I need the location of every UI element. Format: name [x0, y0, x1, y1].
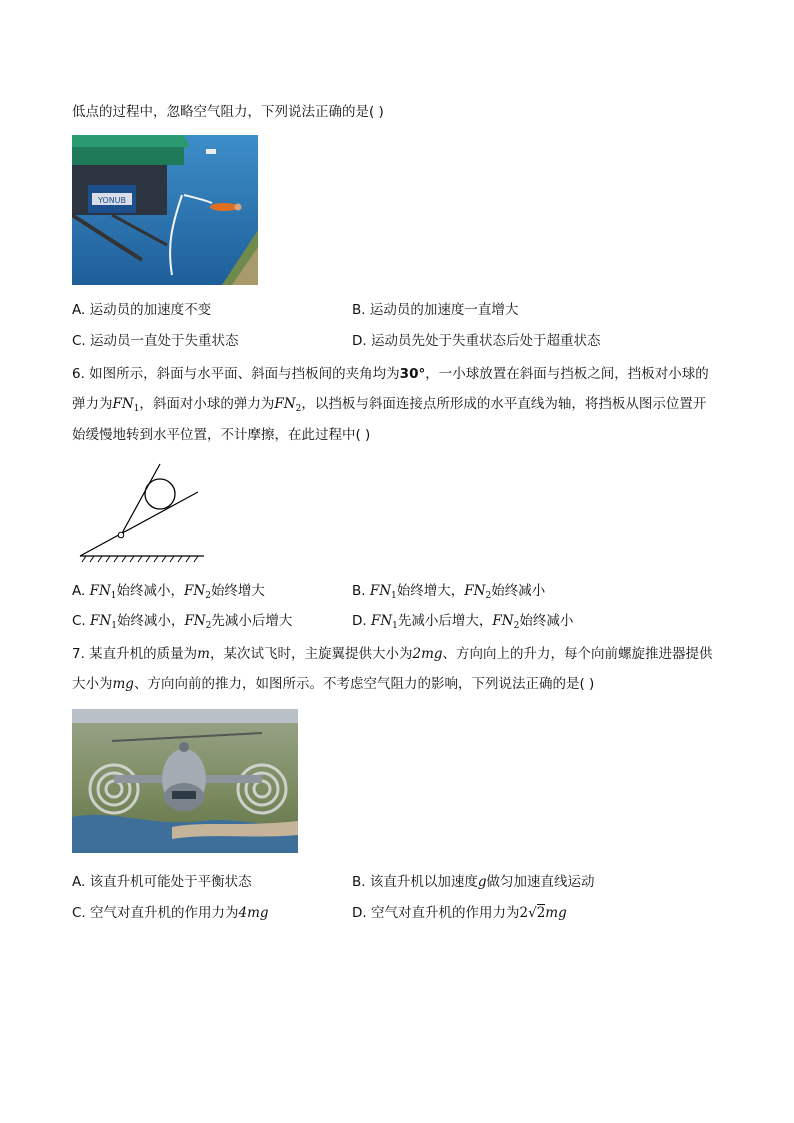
q7-option-c: C. 空气对直升机的作用力为4mg: [72, 905, 269, 921]
q5-option-d: D. 运动员先处于失重状态后处于超重状态: [352, 333, 601, 349]
q6-option-c: C. $FN_1$始终减小，$FN_2$先减小后增大: [72, 613, 293, 631]
q5-option-b: B. 运动员的加速度一直增大: [352, 302, 519, 318]
q6-stem-line3: 始缓慢地转到水平位置，不计摩擦，在此过程中( ): [72, 427, 371, 443]
q5-option-c: C. 运动员一直处于失重状态: [72, 333, 239, 349]
q7-option-d: D. 空气对直升机的作用力为2√2mg: [352, 905, 567, 921]
pivot-point: [118, 532, 124, 538]
q7-stem-line2: 大小为mg、方向向前的推力，如图所示。不考虑空气阻力的影响，下列说法正确的是( ): [72, 676, 595, 692]
q7-stem-line1: 7. 某直升机的质量为m，某次试飞时，主旋翼提供大小为2mg、方向向上的升力，每个向前螺旋推进器提供: [72, 646, 713, 662]
bungee-jump-photo: [72, 135, 258, 285]
q7-option-a: A. 该直升机可能处于平衡状态: [72, 874, 252, 890]
q6-option-d: D. $FN_1$先减小后增大，$FN_2$始终减小: [352, 613, 574, 631]
ground-hatching: [82, 556, 198, 562]
sqrt-symbol: √: [528, 905, 537, 921]
incline-ball-diagram: [76, 460, 206, 570]
q7-option-b: B. 该直升机以加速度g做匀加速直线运动: [352, 874, 595, 890]
q6-option-b: B. $FN_1$始终增大，$FN_2$始终减小: [352, 583, 546, 601]
ball: [145, 479, 175, 509]
q5-stem-tail: 低点的过程中，忽略空气阻力，下列说法正确的是( ): [72, 104, 384, 120]
q6-option-a: A. $FN_1$始终减小，$FN_2$始终增大: [72, 583, 265, 601]
baffle-line: [121, 464, 160, 535]
sign-text: YONUB: [97, 196, 127, 205]
q6-stem-line2: 弹力为$FN_1$，斜面对小球的弹力为$FN_2$，以挡板与斜面连接点所形成的水平直线为轴，将挡板从图示位置开: [72, 396, 707, 414]
q5-option-a: A. 运动员的加速度不变: [72, 302, 212, 318]
helicopter-photo: [72, 709, 298, 853]
q6-stem-line1: 6. 如图所示，斜面与水平面、斜面与挡板间的夹角均为30°，一小球放置在斜面与挡板之间，挡板对小球的: [72, 366, 709, 382]
